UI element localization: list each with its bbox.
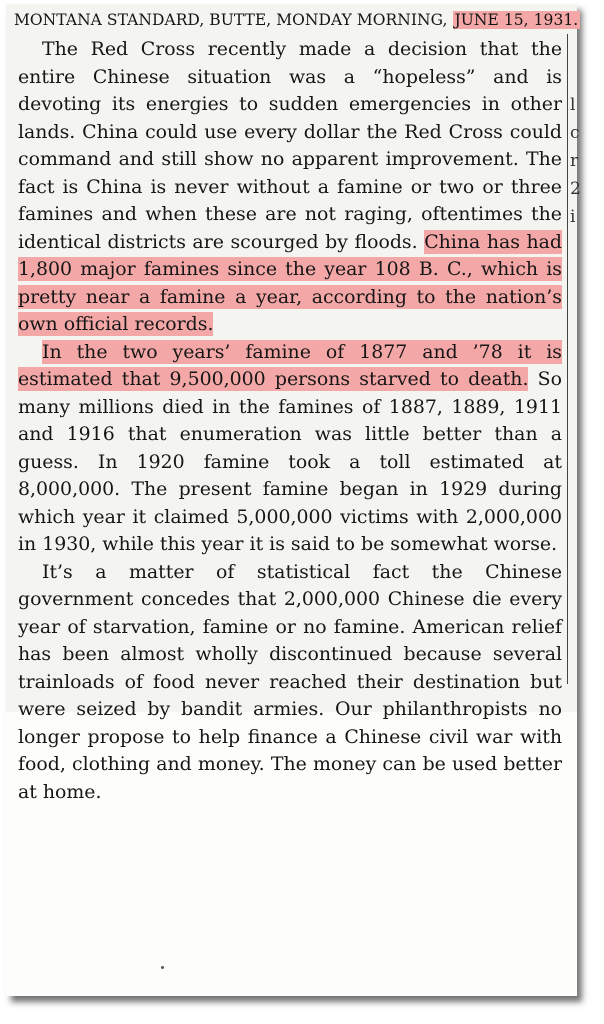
adjacent-column-fragment: [567, 34, 581, 684]
article-paragraph-1: [18, 36, 562, 339]
highlighted-famine-count: China has had 1,800 major famines since the year 108 B. C., which is pretty near a famine a year, according to the nation’s own official records.: [18, 230, 562, 335]
paragraph-1-text: The Red Cross recently made a decision that the entire Chinese situation was a “hopeless” and is devoting its energies to sudden emergencies in other lands. China could use every dollar the Red Cross could command and still show no apparent improvement. The fact is China is never without a famine or two or three famines and when these are not raging, oftentimes the identical districts are scourged by floods.: [18, 38, 562, 253]
issue-date: JUNE 15, 1931.: [454, 11, 579, 29]
adjacent-column-letter: i: [570, 207, 576, 227]
article-body: [18, 36, 562, 806]
masthead-text: MONTANA STANDARD, BUTTE, MONDAY MORNING,: [14, 11, 448, 29]
print-speck: [161, 966, 164, 969]
newspaper-clipping: [6, 4, 581, 996]
paragraph-3-text: It’s a matter of statistical fact the Chinese government concedes that 2,000,000 Chinese die every year of starvation, famine or no famine. American relief has been almost wholly discontinued because several trainloads of food never reached their destination but were seized by bandit armies. Our philanthropists no longer propose to help finance a Chinese civil war with food, clothing and money. The money can be used better at home.: [18, 560, 562, 803]
paragraph-2-text: So many millions died in the famines of 1887, 1889, 1911 and 1916 that enumeration was little better than a guess. In 1920 famine took a toll estimated at 8,000,000. The present famine began in 1929 during which year it claimed 5,000,000 victims with 2,000,000 in 1930, while this year it is said to be somewhat worse.: [18, 368, 562, 555]
adjacent-column-letter: l: [570, 95, 576, 115]
adjacent-column-letter: 2: [570, 179, 581, 199]
article-paragraph-3: [18, 559, 562, 807]
adjacent-column-letter: c: [570, 123, 580, 143]
adjacent-column-letter: r: [570, 151, 579, 171]
article-paragraph-2: [18, 339, 562, 559]
newspaper-header: [14, 9, 579, 31]
highlighted-1877-famine: In the two years’ famine of 1877 and ’78 it is estimated that 9,500,000 persons starved to death.: [18, 340, 562, 390]
